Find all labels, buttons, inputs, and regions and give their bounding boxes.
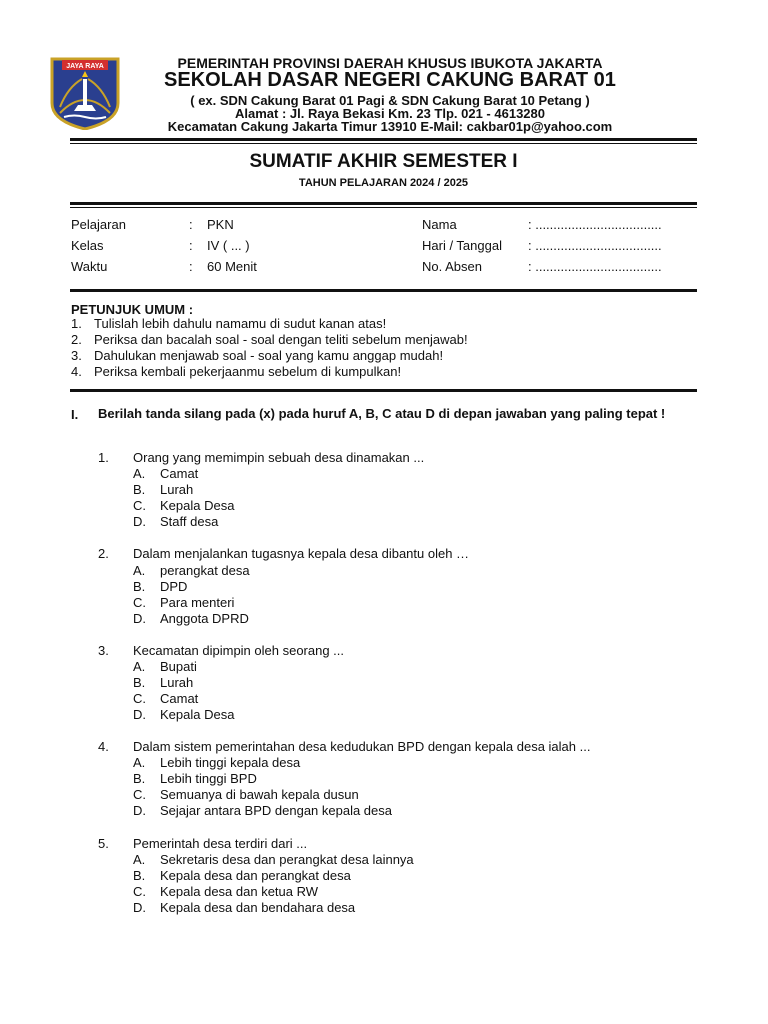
option-text: Para menteri (160, 595, 235, 610)
subject-value: PKN (207, 217, 234, 232)
option-text: Lebih tinggi kepala desa (160, 755, 301, 770)
option-letter: B. (133, 771, 146, 786)
question-number: 5. (98, 836, 109, 851)
instruction-item: 4. Periksa kembali pekerjaanmu sebelum di kumpulkan! (71, 364, 402, 379)
logo-motto: JAYA RAYA (66, 63, 104, 70)
jakarta-emblem-logo (46, 57, 124, 130)
option-letter: B. (133, 579, 146, 594)
question-text: Dalam sistem pemerintahan desa kedudukan BPD dengan kepala desa ialah ... (133, 739, 591, 754)
school-district-email: Kecamatan Cakung Jakarta Timur 13910 E-Mail: cakbar01p@yahoo.com (167, 119, 613, 134)
option-text: DPD (160, 579, 188, 594)
option-text: Anggota DPRD (160, 611, 249, 626)
question-number: 3. (98, 643, 109, 658)
option-text: Kepala Desa (160, 498, 235, 513)
option-letter: A. (133, 852, 146, 867)
instructions-divider (70, 389, 697, 392)
name-label: Nama (422, 217, 457, 232)
option-text: Staff desa (160, 514, 219, 529)
time-label: Waktu (71, 259, 108, 274)
option-text: Lurah (160, 675, 194, 690)
option-text: Kepala desa dan perangkat desa (160, 868, 351, 883)
option-letter: C. (133, 498, 146, 513)
option-text: Sekretaris desa dan perangkat desa lainnya (160, 852, 414, 867)
question-text: Orang yang memimpin sebuah desa dinamakan ... (133, 450, 425, 465)
time-separator: : (189, 259, 193, 274)
instruction-item: 2. Periksa dan bacalah soal - soal dengan teliti sebelum menjawab! (71, 332, 468, 347)
option-letter: A. (133, 563, 146, 578)
date-label: Hari / Tanggal (422, 238, 502, 253)
section-instruction: Berilah tanda silang pada (x) pada huruf A, B, C atau D di depan jawaban yang paling tepat ! (98, 406, 666, 421)
option-text: Lebih tinggi BPD (160, 771, 257, 786)
option-text: Camat (160, 691, 199, 706)
name-field: : ................................... (528, 217, 662, 232)
instruction-item: 3. Dahulukan menjawab soal - soal yang kamu anggap mudah! (71, 348, 444, 363)
class-value: IV ( ... ) (207, 238, 250, 253)
school-name: SEKOLAH DASAR NEGERI CAKUNG BARAT 01 (164, 69, 616, 91)
letterhead-divider-thin (70, 143, 697, 144)
title-divider-thin (70, 207, 697, 208)
letterhead-divider-thick (70, 138, 697, 141)
option-letter: A. (133, 755, 146, 770)
option-letter: D. (133, 707, 146, 722)
option-text: Bupati (160, 659, 197, 674)
option-text: Kepala Desa (160, 707, 235, 722)
option-letter: C. (133, 787, 146, 802)
option-letter: D. (133, 900, 146, 915)
option-letter: C. (133, 595, 146, 610)
title-divider-thick (70, 202, 697, 205)
option-letter: C. (133, 691, 146, 706)
date-field: : ................................... (528, 238, 662, 253)
instruction-item: 1. Tulislah lebih dahulu namamu di sudut kanan atas! (71, 316, 387, 331)
subject-label: Pelajaran (71, 217, 126, 232)
question-text: Dalam menjalankan tugasnya kepala desa dibantu oleh … (133, 546, 470, 561)
option-letter: B. (133, 482, 146, 497)
government-heading: PEMERINTAH PROVINSI DAERAH KHUSUS IBUKOTA JAKARTA (177, 55, 603, 71)
absence-number-label: No. Absen (422, 259, 482, 274)
instructions-title: PETUNJUK UMUM : (71, 302, 194, 317)
option-text: Kepala desa dan ketua RW (160, 884, 319, 899)
option-letter: D. (133, 611, 146, 626)
class-separator: : (189, 238, 193, 253)
option-letter: A. (133, 466, 146, 481)
option-text: Camat (160, 466, 199, 481)
option-text: perangkat desa (160, 563, 250, 578)
question-text: Pemerintah desa terdiri dari ... (133, 836, 308, 851)
option-text: Lurah (160, 482, 194, 497)
identity-divider (70, 289, 697, 292)
time-value: 60 Menit (207, 259, 257, 274)
option-text: Kepala desa dan bendahara desa (160, 900, 356, 915)
subject-separator: : (189, 217, 193, 232)
exam-title: SUMATIF AKHIR SEMESTER I (249, 151, 518, 172)
option-letter: D. (133, 803, 146, 818)
option-letter: C. (133, 884, 146, 899)
class-label: Kelas (71, 238, 104, 253)
option-text: Semuanya di bawah kepala dusun (160, 787, 359, 802)
section-number: I. (71, 407, 79, 422)
option-letter: B. (133, 868, 146, 883)
option-text: Sejajar antara BPD dengan kepala desa (160, 803, 392, 818)
school-former-names: ( ex. SDN Cakung Barat 01 Pagi & SDN Cakung Barat 10 Petang ) (190, 93, 590, 108)
question-number: 2. (98, 546, 109, 561)
absence-number-field: : ................................... (528, 259, 662, 274)
option-letter: D. (133, 514, 146, 529)
school-address: Alamat : Jl. Raya Bekasi Km. 23 Tlp. 021 - 4613280 (234, 106, 545, 121)
question-text: Kecamatan dipimpin oleh seorang ... (133, 643, 345, 658)
option-letter: A. (133, 659, 146, 674)
question-number: 4. (98, 739, 109, 754)
question-number: 1. (98, 450, 109, 465)
academic-year: TAHUN PELAJARAN 2024 / 2025 (298, 177, 469, 189)
option-letter: B. (133, 675, 146, 690)
